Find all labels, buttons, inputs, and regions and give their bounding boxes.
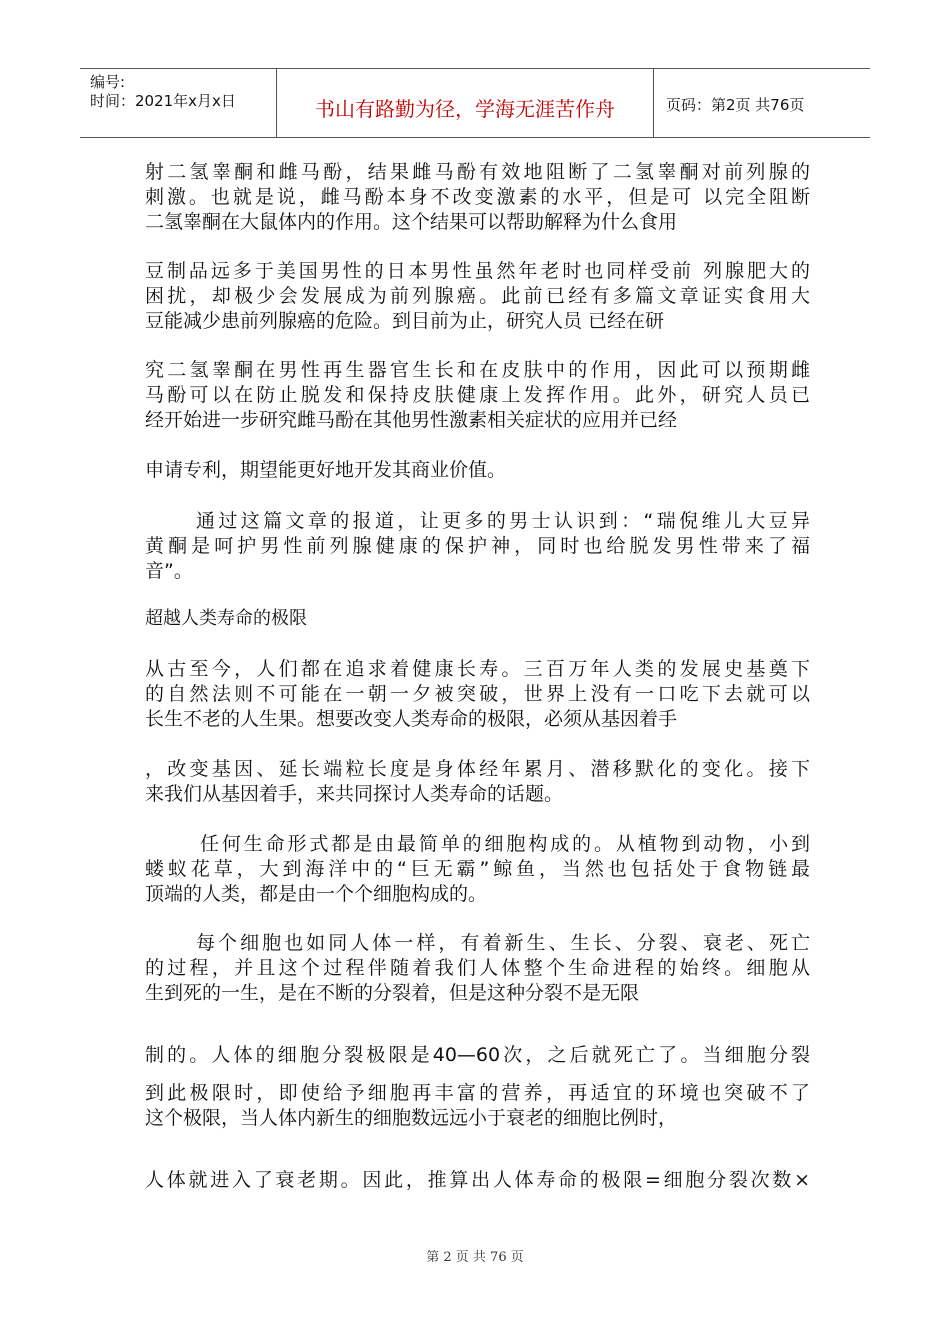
body-line: 通过这篇文章的报道，让更多的男士认识到：“瑞倪维儿大豆异	[196, 510, 810, 532]
header-motto: 书山有路勤为径，学海无涯苦作舟	[315, 97, 615, 121]
page-header	[80, 68, 870, 138]
body-line: 蝼蚁花草，大到海洋中的“巨无霸”鲸鱼，当然也包括处于食物链最	[145, 858, 810, 880]
body-line: 的过程，并且这个过程伴随着我们人体整个生命进程的始终。细胞从	[145, 957, 810, 979]
section-heading: 超越人类寿命的极限	[145, 608, 307, 629]
header-middle-cell	[277, 69, 654, 137]
body-line: 黄酮是呵护男性前列腺健康的保护神，同时也给脱发男性带来了福	[145, 535, 810, 557]
body-line: 困扰，却极少会发展成为前列腺癌。此前已经有多篇文章证实食用大	[145, 285, 810, 307]
body-line: 的自然法则不可能在一朝一夕被突破，世界上没有一口吃下去就可以	[145, 683, 810, 705]
body-line: 经开始进一步研究雌马酚在其他男性激素相关症状的应用并已经	[145, 409, 678, 431]
body-line: 任何生命形式都是由最简单的细胞构成的。从植物到动物，小到	[200, 833, 810, 855]
body-line: 二氢睾酮在大鼠体内的作用。这个结果可以帮助解释为什么食用	[145, 211, 678, 233]
body-line: 来我们从基因着手，来共同探讨人类寿命的话题。	[145, 783, 564, 805]
body-line: 人体就进入了衰老期。因此，推算出人体寿命的极限=细胞分裂次数×	[145, 1169, 810, 1191]
document-number-label: 编号:	[90, 73, 126, 91]
body-line: 每个细胞也如同人体一样，有着新生、生长、分裂、衰老、死亡	[196, 932, 810, 954]
body-line: 制的。人体的细胞分裂极限是40—60次，之后就死亡了。当细胞分裂	[145, 1044, 810, 1066]
body-line: 从古至今，人们都在追求着健康长寿。三百万年人类的发展史基奠下	[145, 658, 810, 680]
body-line: 豆能减少患前列腺癌的危险。到目前为止，研究人员 已经在研	[145, 310, 665, 332]
body-line: ，改变基因、延长端粒长度是身体经年累月、潜移默化的变化。接下	[145, 758, 810, 780]
header-page-info: 页码：第2页 共76页	[666, 96, 805, 114]
body-line: 马酚可以在防止脱发和保持皮肤健康上发挥作用。此外，研究人员已	[145, 384, 810, 406]
header-left-cell	[80, 69, 277, 137]
body-line: 申请专利，期望能更好地开发其商业价值。	[145, 459, 507, 481]
body-line: 长生不老的人生果。想要改变人类寿命的极限，必须从基因着手	[145, 708, 678, 730]
body-line: 究二氢睾酮在男性再生器官生长和在皮肤中的作用，因此可以预期雌	[145, 359, 810, 381]
body-line: 豆制品远多于美国男性的日本男性虽然年老时也同样受前 列腺肥大的	[145, 260, 810, 282]
body-line: 射二氢睾酮和雌马酚，结果雌马酚有效地阻断了二氢睾酮对前列腺的	[145, 161, 810, 183]
body-line: 刺激。也就是说，雌马酚本身不改变激素的水平，但是可 以完全阻断	[145, 186, 810, 208]
body-line: 顶端的人类，都是由一个个细胞构成的。	[145, 883, 488, 905]
document-time-label: 时间：2021年x月x日	[90, 92, 236, 110]
body-line: 生到死的一生，是在不断的分裂着，但是这种分裂不是无限	[145, 982, 640, 1004]
body-line: 这个极限，当人体内新生的细胞数远远小于衰老的细胞比例时，	[145, 1107, 678, 1129]
body-line: 音”。	[145, 560, 193, 582]
body-line: 到此极限时，即使给予细胞再丰富的营养，再适宜的环境也突破不了	[145, 1082, 810, 1104]
header-right-cell	[654, 69, 870, 137]
page-footer: 第 2 页 共 76 页	[426, 1250, 524, 1265]
